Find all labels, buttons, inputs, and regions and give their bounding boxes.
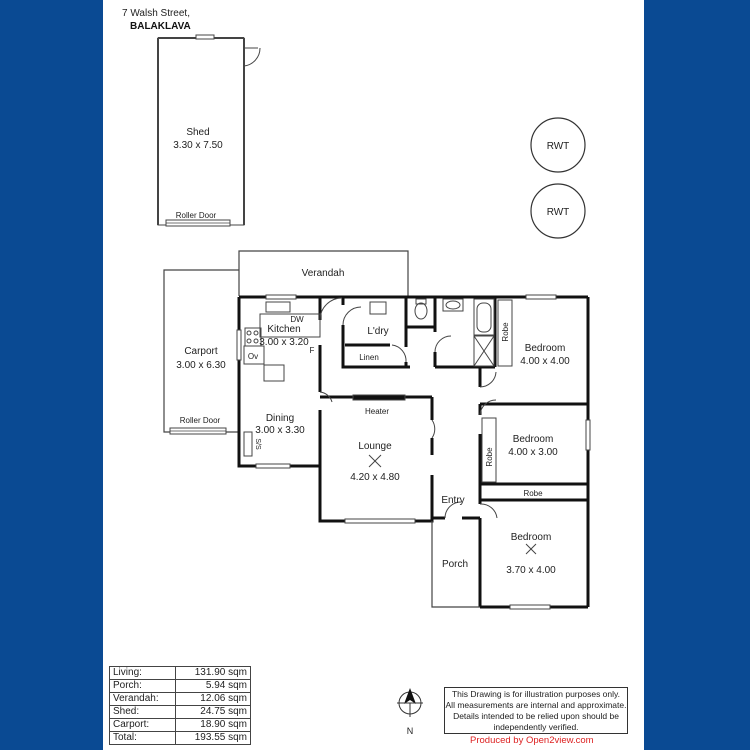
verandah bbox=[239, 251, 408, 296]
area-value: 24.75 sqm bbox=[176, 706, 251, 719]
table-row bbox=[110, 680, 251, 693]
kitchen-f: F bbox=[309, 346, 315, 355]
kitchen-ov: Ov bbox=[247, 352, 259, 361]
table-row bbox=[110, 667, 251, 680]
bed1-size: 4.00 x 4.00 bbox=[520, 356, 570, 367]
porch-name: Porch bbox=[441, 559, 469, 570]
address-suburb: BALAKLAVA bbox=[130, 21, 191, 32]
disclaimer-box bbox=[444, 687, 628, 734]
address-street: 7 Walsh Street, bbox=[122, 8, 190, 19]
shed-name: Shed bbox=[186, 127, 210, 138]
bed2-name: Bedroom bbox=[512, 434, 554, 445]
disclaimer-line: This Drawing is for illustration purposes only. bbox=[451, 689, 621, 699]
rwt-tanks bbox=[531, 118, 585, 238]
bed2-size: 4.00 x 3.00 bbox=[508, 447, 558, 458]
carport-door: Roller Door bbox=[179, 416, 221, 425]
area-value: 5.94 sqm bbox=[176, 680, 251, 693]
rwt-label: RWT bbox=[546, 207, 570, 218]
bed3-robe: Robe bbox=[523, 489, 543, 498]
lounge-size: 4.20 x 4.80 bbox=[350, 472, 400, 483]
kitchen-dw: DW bbox=[290, 315, 304, 324]
area-value: 18.90 sqm bbox=[176, 719, 251, 732]
bed3-name: Bedroom bbox=[510, 532, 552, 543]
shed bbox=[158, 35, 260, 226]
area-summary-table bbox=[109, 666, 251, 745]
shed-size: 3.30 x 7.50 bbox=[173, 140, 223, 151]
area-value: 131.90 sqm bbox=[176, 667, 251, 680]
bed1-name: Bedroom bbox=[524, 343, 566, 354]
doors bbox=[320, 298, 497, 518]
dining-name: Dining bbox=[265, 413, 295, 424]
area-label: Carport: bbox=[110, 719, 176, 732]
carport-size: 3.00 x 6.30 bbox=[176, 360, 226, 371]
area-value: 12.06 sqm bbox=[176, 693, 251, 706]
area-label: Verandah: bbox=[110, 693, 176, 706]
area-label: Living: bbox=[110, 667, 176, 680]
disclaimer-line: independently verified. bbox=[493, 722, 579, 732]
dining-size: 3.00 x 3.30 bbox=[255, 425, 305, 436]
carport bbox=[164, 270, 239, 434]
disclaimer-line: All measurements are internal and approximate. bbox=[445, 700, 627, 710]
lounge-name: Lounge bbox=[358, 441, 392, 452]
disclaimer-line: Details intended to be relied upon should be bbox=[453, 711, 619, 721]
table-row bbox=[110, 732, 251, 745]
table-row bbox=[110, 706, 251, 719]
area-label: Shed: bbox=[110, 706, 176, 719]
verandah-name: Verandah bbox=[301, 268, 345, 279]
shed-door: Roller Door bbox=[175, 211, 217, 220]
table-row bbox=[110, 719, 251, 732]
room-labels bbox=[248, 315, 570, 576]
table-row bbox=[110, 693, 251, 706]
area-label: Total: bbox=[110, 732, 176, 745]
produced-by-credit: Produced by Open2view.com bbox=[470, 735, 594, 746]
compass-north: N bbox=[406, 726, 414, 736]
kitchen-name: Kitchen bbox=[267, 324, 301, 335]
dining-ss: S/S bbox=[254, 438, 261, 450]
rwt-label: RWT bbox=[546, 141, 570, 152]
lounge-heater: Heater bbox=[364, 407, 390, 416]
compass-icon bbox=[397, 688, 423, 736]
kitchen-size: 3.00 x 3.20 bbox=[259, 337, 309, 348]
bed3-size: 3.70 x 4.00 bbox=[506, 565, 556, 576]
area-value: 193.55 sqm bbox=[176, 732, 251, 745]
area-label: Porch: bbox=[110, 680, 176, 693]
entry-name: Entry bbox=[441, 495, 465, 506]
laundry-linen: Linen bbox=[359, 353, 379, 362]
bed1-robe: Robe bbox=[501, 322, 510, 342]
carport-name: Carport bbox=[184, 346, 218, 357]
laundry-name: L'dry bbox=[367, 326, 389, 337]
bed2-robe: Robe bbox=[485, 447, 494, 467]
porch bbox=[432, 521, 480, 607]
